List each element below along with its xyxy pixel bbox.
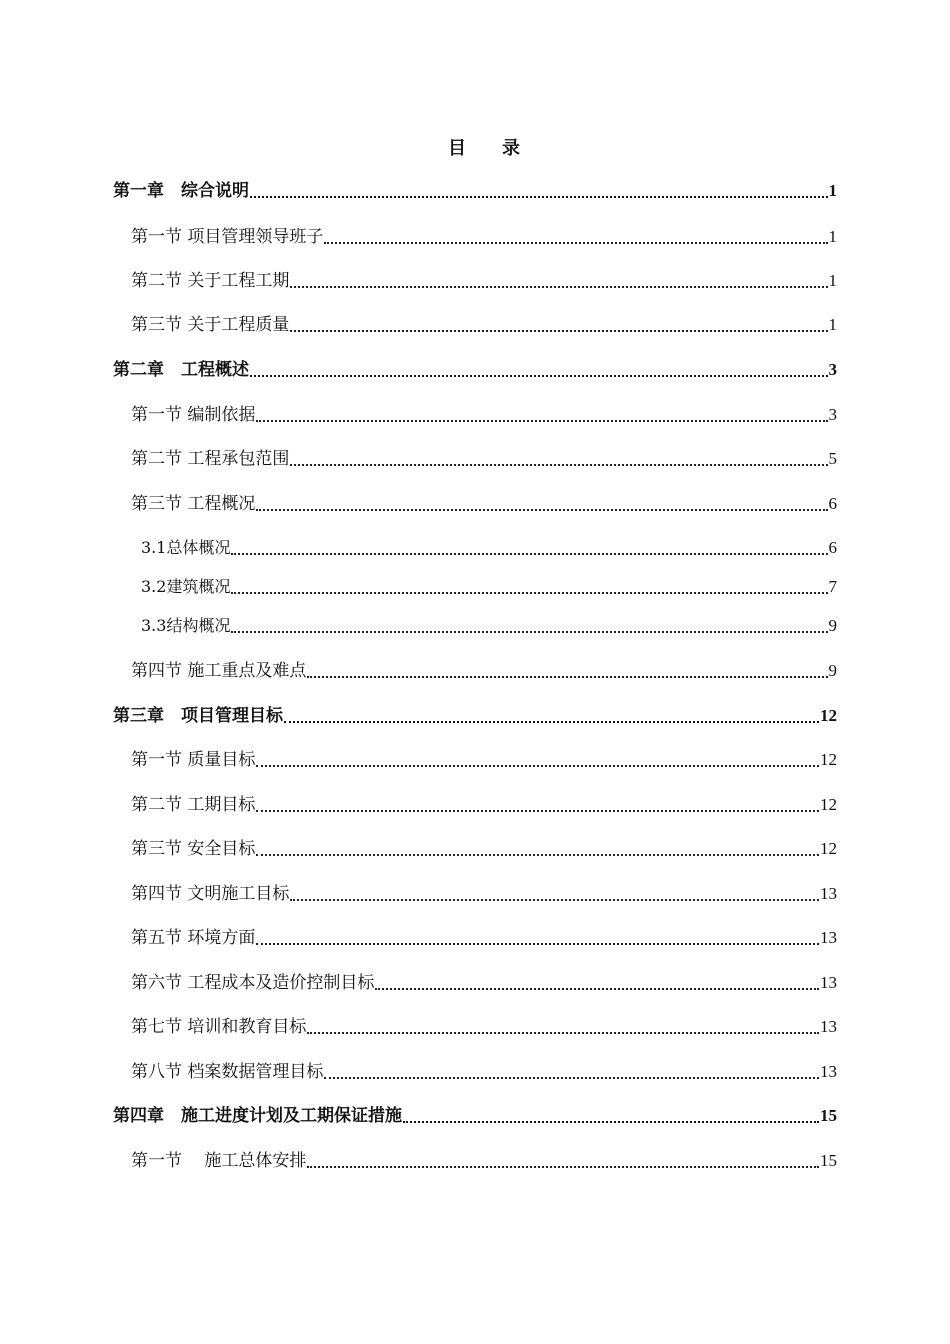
toc-entry[interactable] <box>113 1057 837 1083</box>
toc-entry-label: 第六节 工程成本及造价控制目标 <box>131 973 375 993</box>
dot-leader <box>256 854 819 856</box>
toc-entry-page: 13 <box>820 1062 837 1081</box>
dot-leader <box>284 721 819 723</box>
toc-entry[interactable] <box>113 355 837 381</box>
dot-leader <box>256 509 827 511</box>
toc-entry[interactable] <box>113 444 837 470</box>
toc-entry-label: 3.1总体概况 <box>141 538 231 557</box>
toc-entry-label: 第一章 综合说明 <box>113 181 249 201</box>
toc-entry-page: 1 <box>828 315 837 334</box>
toc-entry-page: 1 <box>828 181 837 200</box>
toc-entry[interactable] <box>113 533 837 559</box>
toc-entry[interactable] <box>113 572 837 598</box>
toc-entry-page: 9 <box>828 616 837 635</box>
toc-entry-page: 13 <box>820 1017 837 1036</box>
toc-entry-page: 6 <box>828 494 837 513</box>
toc-entry-label: 第二节 关于工程工期 <box>131 271 290 291</box>
dot-leader <box>307 1166 819 1168</box>
toc-entry-label: 第一节 施工总体安排 <box>131 1151 307 1171</box>
toc-entry-page: 13 <box>820 928 837 947</box>
toc-entry-page: 15 <box>820 1106 837 1125</box>
toc-entry-label: 第二节 工程承包范围 <box>131 449 290 469</box>
toc-entry-label: 第三节 安全目标 <box>131 839 256 859</box>
toc-entry-label: 第四节 文明施工目标 <box>131 884 290 904</box>
toc-entry-page: 5 <box>828 449 837 468</box>
dot-leader <box>307 676 827 678</box>
toc-entry[interactable] <box>113 701 837 727</box>
toc-entry[interactable] <box>113 1146 837 1172</box>
toc-entry-label: 第一节 质量目标 <box>131 750 256 770</box>
dot-leader <box>375 988 819 990</box>
toc-entry-label: 第四节 施工重点及难点 <box>131 661 307 681</box>
toc-entry-label: 第四章 施工进度计划及工期保证措施 <box>113 1106 402 1126</box>
toc-entry-label: 第五节 环境方面 <box>131 928 256 948</box>
toc-entry-label: 第二章 工程概述 <box>113 360 249 380</box>
toc-entry-label: 3.3结构概况 <box>141 616 231 635</box>
toc-entry-page: 12 <box>820 706 837 725</box>
dot-leader <box>324 1077 819 1079</box>
toc-entry-label: 第八节 档案数据管理目标 <box>131 1062 324 1082</box>
toc-entry[interactable] <box>113 745 837 771</box>
toc-entry-label: 3.2建筑概况 <box>141 577 231 596</box>
toc-entry[interactable] <box>113 656 837 682</box>
toc-entry-label: 第二节 工期目标 <box>131 795 256 815</box>
dot-leader <box>307 1032 819 1034</box>
dot-leader <box>403 1121 819 1123</box>
toc-entry[interactable] <box>113 879 837 905</box>
toc-entry-label: 第一节 编制依据 <box>131 405 256 425</box>
toc-entry-page: 13 <box>820 973 837 992</box>
toc-entry[interactable] <box>113 834 837 860</box>
toc-entry[interactable] <box>113 611 837 637</box>
toc-entry-page: 3 <box>828 405 837 424</box>
dot-leader <box>231 553 827 555</box>
toc-entry[interactable] <box>113 1012 837 1038</box>
toc-entry-label: 第三节 关于工程质量 <box>131 315 290 335</box>
dot-leader <box>250 375 828 377</box>
dot-leader <box>290 286 827 288</box>
dot-leader <box>324 242 827 244</box>
dot-leader <box>231 592 827 594</box>
toc-entry[interactable] <box>113 400 837 426</box>
toc-entry-page: 12 <box>820 750 837 769</box>
dot-leader <box>231 631 827 633</box>
toc-entry[interactable] <box>113 310 837 336</box>
toc-title: 目 录 <box>448 138 520 159</box>
toc-entry-label: 第三节 工程概况 <box>131 494 256 514</box>
toc-entry-label: 第一节 项目管理领导班子 <box>131 227 324 247</box>
dot-leader <box>256 943 819 945</box>
toc-entry-page: 12 <box>820 795 837 814</box>
dot-leader <box>256 420 827 422</box>
toc-entry-page: 12 <box>820 839 837 858</box>
toc-entry-label: 第三章 项目管理目标 <box>113 706 283 726</box>
toc-entry-page: 3 <box>828 360 837 379</box>
toc-entry[interactable] <box>113 176 837 202</box>
toc-entry[interactable] <box>113 489 837 515</box>
toc-entry[interactable] <box>113 790 837 816</box>
toc-entry-page: 1 <box>828 271 837 290</box>
dot-leader <box>256 765 819 767</box>
dot-leader <box>256 810 819 812</box>
toc-entry-page: 7 <box>828 577 837 596</box>
toc-entry[interactable] <box>113 1101 837 1127</box>
toc-entry-page: 1 <box>828 227 837 246</box>
toc-entry[interactable] <box>113 968 837 994</box>
toc-entry[interactable] <box>113 923 837 949</box>
toc-entry[interactable] <box>113 266 837 292</box>
dot-leader <box>250 196 828 198</box>
toc-entry[interactable] <box>113 222 837 248</box>
dot-leader <box>290 899 819 901</box>
toc-entry-page: 13 <box>820 884 837 903</box>
toc-entry-label: 第七节 培训和教育目标 <box>131 1017 307 1037</box>
toc-entry-page: 9 <box>828 661 837 680</box>
dot-leader <box>290 464 827 466</box>
toc-entry-page: 6 <box>828 538 837 557</box>
toc-entry-page: 15 <box>820 1151 837 1170</box>
dot-leader <box>290 330 827 332</box>
